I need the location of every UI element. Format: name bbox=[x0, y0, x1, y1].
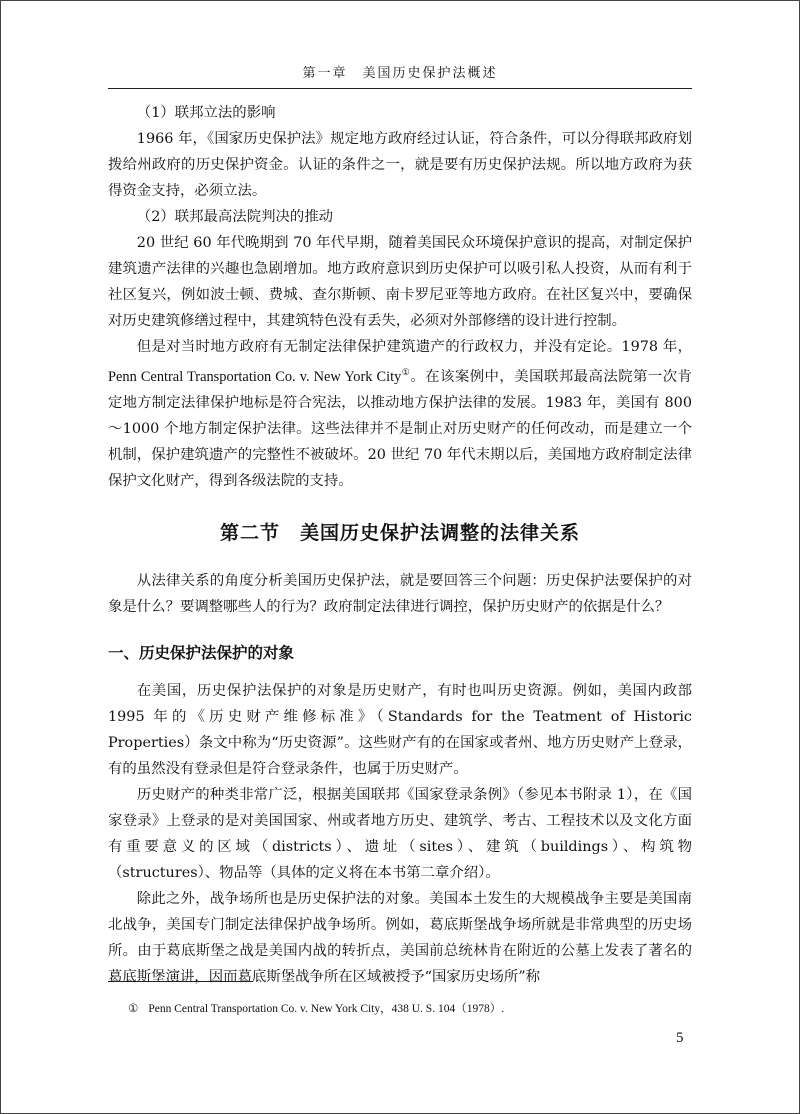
subsection-title: 一、历史保护法保护的对象 bbox=[108, 644, 295, 662]
paragraph: 从法律关系的角度分析美国历史保护法，就是要回答三个问题：历史保护法要保护的对象是什么？要调整哪些人的行为？政府制定法律进行调控，保护历史财产的依据是什么？ bbox=[108, 573, 692, 615]
footnote-text: Penn Central Transportation Co. v. New York City，438 U. S. 104（1978）. bbox=[148, 1003, 505, 1015]
paragraph: 在美国，历史保护法保护的对象是历史财产，有时也叫历史资源。例如，美国内政部 1995 年的《历史财产维修标准》（Standards for the Teatment of Historic Properties）条文中称为“历史资源”。这些财产有的在国家或者州、地方历史财产上登录，有的虽然没有登录但是符合登录条件，也属于历史财产。 bbox=[108, 683, 692, 777]
subheading-supreme-court: （2）联邦最高法院判决的推动 bbox=[136, 209, 334, 225]
paragraph-with-case bbox=[108, 334, 692, 494]
case-name: Penn Central Transportation Co. v. New York City bbox=[108, 369, 402, 385]
section-title: 第二节 美国历史保护法调整的法律关系 bbox=[219, 522, 580, 544]
footnote-reference[interactable]: ① bbox=[401, 368, 411, 378]
paragraph: 除此之外，战争场所也是历史保护法的对象。美国本土发生的大规模战争主要是美国南北战争，美国专门制定法律保护战争场所。例如，葛底斯堡战争场所就是非常典型的历史场所。由于葛底斯堡之战是美国内战的转折点，美国前总统林肯在附近的公墓上发表了著名的葛底斯堡演讲，因而葛底斯堡战争所在区域被授予“国家历史场所”称 bbox=[108, 891, 692, 985]
header-rule bbox=[108, 88, 692, 89]
running-header: 第一章 美国历史保护法概述 bbox=[302, 66, 498, 81]
subheading-federal-legislation: （1）联邦立法的影响 bbox=[136, 105, 276, 121]
text-span: 。在该案例中，美国联邦最高法院第一次肯定地方制定法律保护地标是符合宪法，以推动地方保护法律的发展。1983 年，美国有 800～1000 个地方制定保护法律。这些法律并不是制止对历史财产的任何改动，而是建立一个机制，保护建筑遗产的完整性不被破坏。20 世纪 70 年代末期以后，美国地方政府制定法律保护文化财产，得到各级法院的支持。 bbox=[108, 369, 692, 489]
page-number: 5 bbox=[676, 1030, 684, 1046]
paragraph: 历史财产的种类非常广泛，根据美国联邦《国家登录条例》（参见本书附录 1），在《国家登录》上登录的是对美国国家、州或者地方历史、建筑学、考古、工程技术以及文化方面有重要意义的区域（districts）、遗址（sites）、建筑（buildings）、构筑物（structures）、物品等（具体的定义将在本书第二章介绍）。 bbox=[108, 787, 692, 881]
footnote-rule bbox=[108, 981, 253, 982]
paragraph: 20 世纪 60 年代晚期到 70 年代早期，随着美国民众环境保护意识的提高，对制定保护建筑遗产法律的兴趣也急剧增加。地方政府意识到历史保护可以吸引私人投资，从而有利于社区复兴，例如波士顿、费城、查尔斯顿、南卡罗尼亚等地方政府。在社区复兴中，要确保对历史建筑修缮过程中，其建筑特色没有丢失，必须对外部修缮的设计进行控制。 bbox=[108, 235, 692, 329]
footnote bbox=[128, 1000, 688, 1016]
body-text bbox=[108, 100, 692, 990]
text-span: 但是对当时地方政府有无制定法律保护建筑遗产的行政权力，并没有定论。1978 年， bbox=[136, 339, 692, 355]
footnote-marker: ① bbox=[128, 1003, 139, 1015]
paragraph: 1966 年，《国家历史保护法》规定地方政府经过认证，符合条件，可以分得联邦政府划拨给州政府的历史保护资金。认证的条件之一，就是要有历史保护法规。所以地方政府为获得资金支持，必须立法。 bbox=[108, 131, 692, 199]
